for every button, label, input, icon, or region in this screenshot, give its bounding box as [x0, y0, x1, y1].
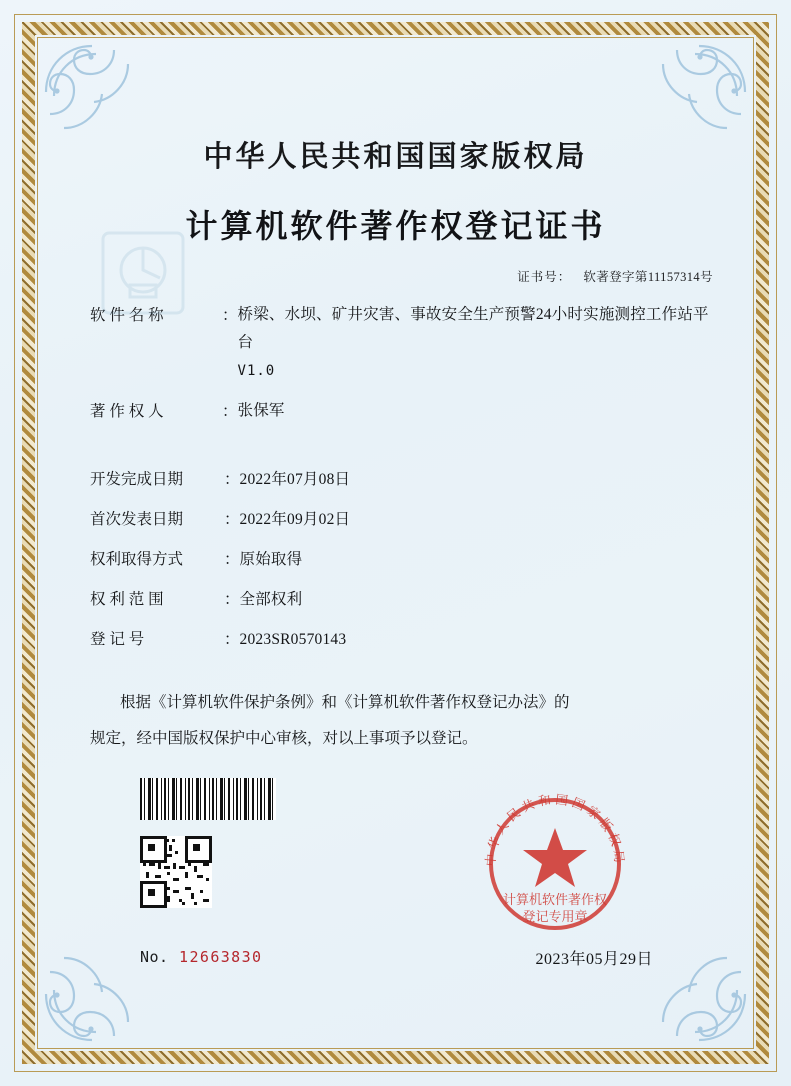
codes-block	[140, 778, 276, 908]
page-title: 中华人民共和国国家版权局	[203, 139, 588, 173]
certificate-title: 计算机软件著作权登记证书	[185, 207, 606, 245]
emblem-watermark-icon	[100, 230, 186, 316]
certificate-content	[56, 56, 735, 1030]
field-rights-acquisition	[90, 545, 717, 575]
serial-number	[140, 948, 262, 966]
field-copyright-owner	[90, 397, 717, 427]
field-copyright-owner-colon: ：	[222, 403, 238, 420]
barcode-image	[140, 778, 276, 820]
qr-code-image	[140, 836, 212, 908]
field-rights-acquisition-value: 原始取得	[239, 551, 303, 568]
field-copyright-owner-label: 著 作 权 人	[90, 403, 164, 420]
issue-date: 2023年05月29日	[535, 951, 653, 968]
field-registration-no-colon: ：	[224, 631, 240, 648]
software-version-text: V1.0	[237, 363, 276, 379]
field-copyright-owner-value: 张保军	[237, 402, 285, 419]
serial-value: 12663830	[179, 948, 263, 966]
fields-block	[56, 301, 735, 655]
statement-paragraph	[56, 685, 735, 757]
field-software-name-label: 软 件 名 称	[90, 307, 164, 324]
svg-text:中华人民共和国国家版权局: 中华人民共和国国家版权局	[482, 791, 628, 867]
field-registration-no	[90, 625, 717, 655]
field-software-name-colon: ：	[222, 307, 238, 324]
field-rights-scope-colon: ：	[224, 591, 240, 608]
official-seal-icon	[471, 780, 639, 948]
field-rights-scope	[90, 585, 717, 615]
field-dev-complete-date-colon: ：	[224, 471, 240, 488]
field-rights-scope-value: 全部权利	[239, 591, 303, 608]
svg-text:计算机软件著作权: 计算机软件著作权	[502, 893, 608, 908]
field-first-publish-date-colon: ：	[224, 511, 240, 528]
field-software-name-value	[238, 301, 717, 385]
field-rights-scope-label: 权 利 范 围	[90, 591, 164, 608]
statement-line-1: 根据《计算机软件保护条例》和《计算机软件著作权登记办法》的	[120, 694, 570, 711]
field-dev-complete-date-label: 开发完成日期	[90, 471, 184, 488]
software-name-text: 桥梁、水坝、矿井灾害、事故安全生产预警24小时实施测控工作站平台	[237, 306, 709, 351]
field-rights-acquisition-colon: ：	[224, 551, 240, 568]
statement-line-2: 规定，经中国版权保护中心审核，对以上事项予以登记。	[90, 730, 478, 747]
field-first-publish-date	[90, 505, 717, 535]
serial-prefix: No.	[140, 948, 169, 966]
field-first-publish-date-value: 2022年09月02日	[239, 511, 351, 528]
field-dev-complete-date	[90, 465, 717, 495]
field-registration-no-label: 登 记 号	[90, 631, 145, 648]
certificate-number-value: 软著登字第11157314号	[583, 270, 713, 284]
field-registration-no-value: 2023SR0570143	[239, 631, 347, 648]
certificate-number-label: 证书号：	[517, 270, 572, 284]
field-first-publish-date-label: 首次发表日期	[90, 511, 184, 528]
field-rights-acquisition-label: 权利取得方式	[90, 551, 184, 568]
field-dev-complete-date-value: 2022年07月08日	[239, 471, 351, 488]
svg-text:登记专用章: 登记专用章	[522, 910, 588, 925]
field-spacer	[90, 431, 717, 465]
